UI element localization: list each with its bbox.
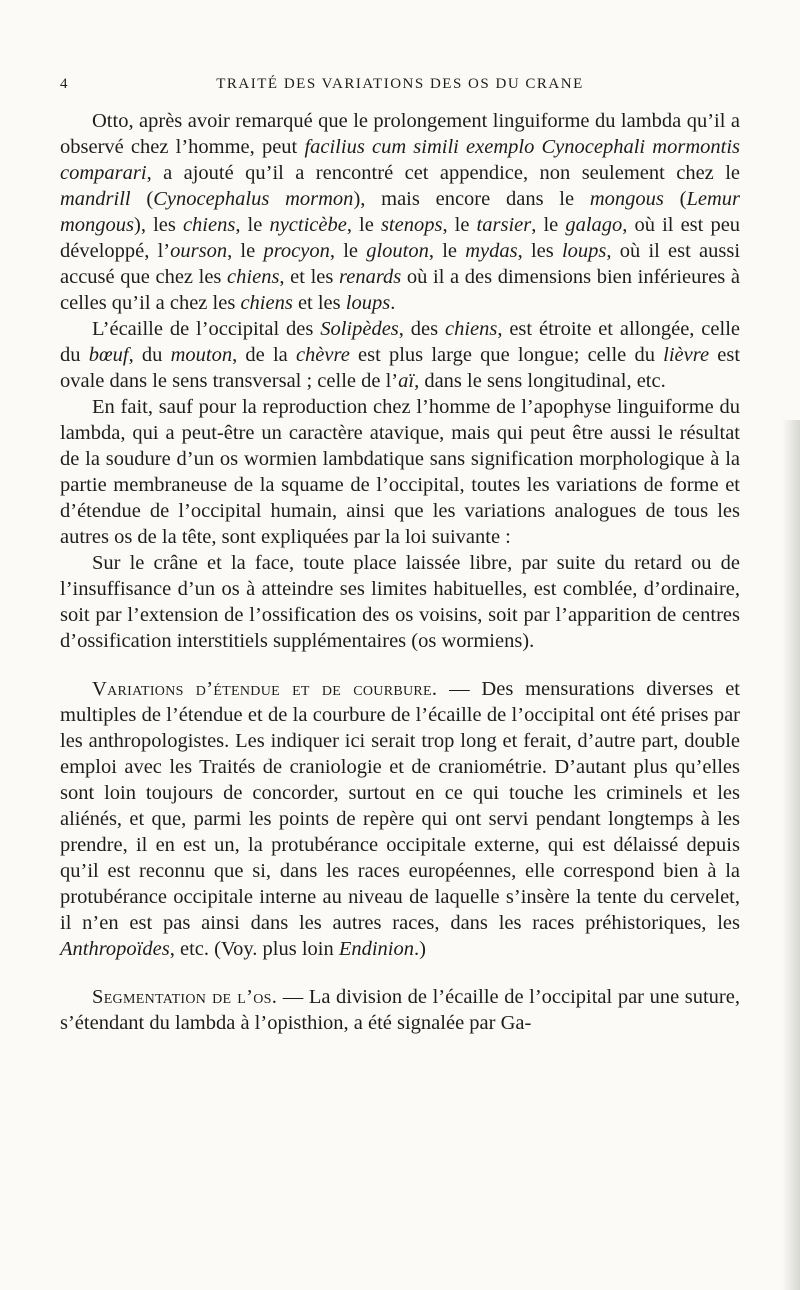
running-title: TRAITÉ DES VARIATIONS DES OS DU CRANE	[216, 76, 584, 92]
page-number: 4	[60, 76, 69, 92]
section-heading-segmentation: Segmentation de l’os.	[92, 986, 278, 1008]
page-edge-shadow	[782, 420, 800, 1290]
paragraph-loi: Sur le crâne et la face, toute place laissée libre, par suite du retard ou de l’insuffisance d’un os à atteindre ses limites habituelles, est comblée, d’ordinaire, soit par l’extension de l’ossification des os voisins, soit par l’apparition de centres d’ossification interstitiels supplémentaires (os wormiens).	[60, 552, 740, 652]
paragraph-en-fait: En fait, sauf pour la reproduction chez l’homme de l’apophyse linguiforme du lambda, qui a peut-être un caractère atavique, mais qui peut être aussi le résultat de la soudure d’un os wormien lambdatique sans signification morphologique à la partie membraneuse de la squame de l’occipital, toutes les variations de forme et d’étendue de l’occipital humain, ainsi que les variations analogues de tous les autres os de la tête, sont expliquées par la loi suivante :	[60, 396, 740, 548]
section-segmentation: Segmentation de l’os. — La division de l’écaille de l’occipital par une suture, s’étendant du lambda à l’opisthion, a été signalée par Ga-	[60, 986, 740, 1034]
paragraph-otto: Otto, après avoir remarqué que le prolongement linguiforme du lambda qu’il a observé chez l’homme, peut facilius cum simili exemplo Cynocephali mormontis comparari, a ajouté qu’il a rencontré cet appendice, non seulement chez le mandrill (Cynocephalus mormon), mais encore dans le mongous (Lemur mongous), les chiens, le nycticèbe, le stenops, le tarsier, le galago, où il est peu développé, l’ourson, le procyon, le glouton, le mydas, les loups, où il est aussi accusé que chez les chiens, et les renards où il a des dimensions bien inférieures à celles qu’il a chez les chiens et les loups.	[60, 110, 741, 314]
section-variations: Variations d’étendue et de courbure. — Des mensurations diverses et multiples de l’étendue et de la courbure de l’écaille de l’occipital ont été prises par les anthropologistes. Les indiquer ici serait trop long et ferait, d’autre part, double emploi avec les Traités de craniologie et de craniométrie. D’autant plus qu’elles sont loin toujours de concorder, surtout en ce qui touche les criminels et les aliénés, et que, parmi les points de repère qui ont servi pendant longtemps à les prendre, il en est un, la protubérance occipitale externe, qui est délaissé depuis qu’il est reconnu que si, dans les races européennes, elle correspond bien à la protubérance occipitale interne au niveau de laquelle s’insère la tente du cervelet, il n’en est pas ainsi dans les autres races, dans les races préhistoriques, les Anthropoïdes, etc. (Voy. plus loin Endinion.)	[60, 678, 740, 960]
section-heading-variations: Variations d’étendue et de courbure.	[92, 678, 438, 700]
body-text	[60, 108, 740, 1036]
page-header	[0, 74, 800, 98]
paragraph-ecaille: L’écaille de l’occipital des Solipèdes, des chiens, est étroite et allongée, celle du bœuf, du mouton, de la chèvre est plus large que longue; celle du lièvre est ovale dans le sens transversal ; celle de l’aï, dans le sens longitudinal, etc.	[60, 318, 741, 392]
